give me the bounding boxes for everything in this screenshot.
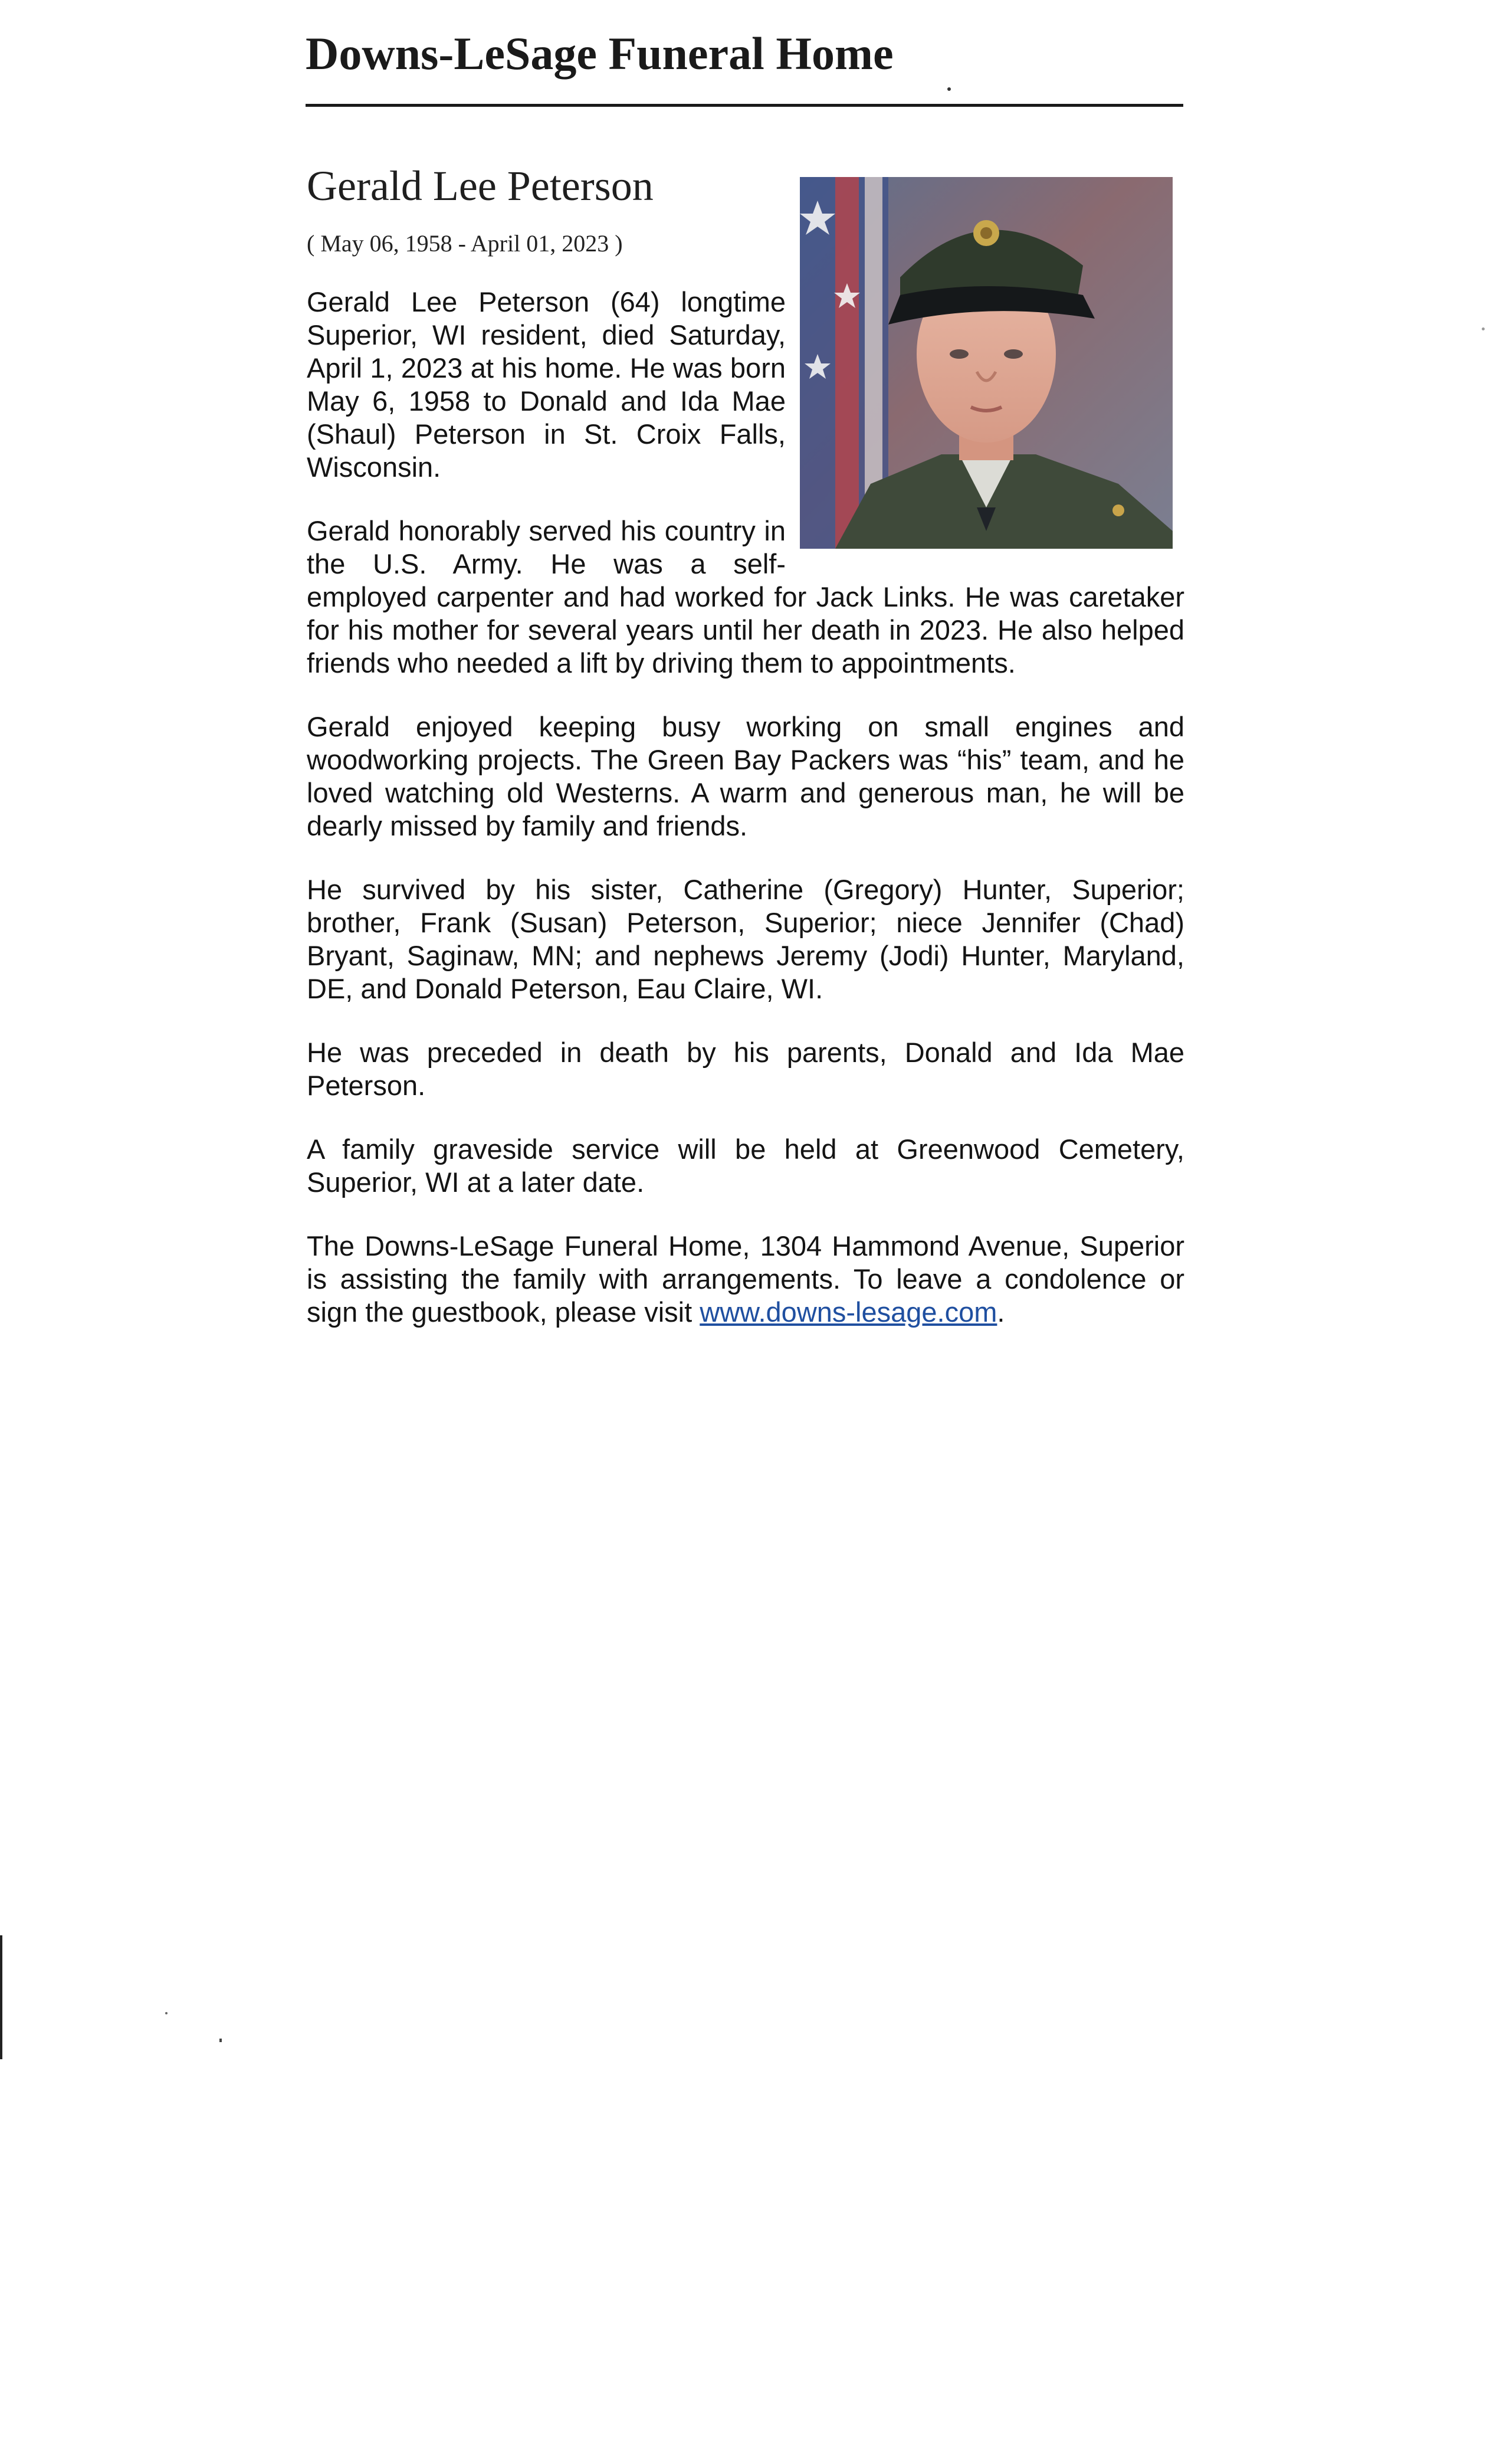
closing-paragraph: [307, 1230, 1184, 1329]
obituary-paragraph: A family graveside service will be held at Greenwood Cemetery, Superior, WI at a later date.: [307, 1133, 1184, 1198]
obituary-paragraph: He was preceded in death by his parents, Donald and Ida Mae Peterson.: [307, 1037, 1184, 1102]
guestbook-link[interactable]: www.downs-lesage.com: [700, 1296, 997, 1328]
obituary-paragraph: Gerald Lee Peterson (64) longtime Superior, WI resident, died Saturday, April 1, 2023 at his home. He was born May 6, 1958 to Donald and Ida Mae (Shaul) Peterson in St. Croix Falls, Wisconsin.: [307, 286, 786, 483]
portrait-photo-icon: [800, 177, 1173, 549]
life-dates: ( May 06, 1958 - April 01, 2023 ): [307, 230, 623, 257]
closing-text: The Downs-LeSage Funeral Home, 1304 Hammond Avenue, Superior is assisting the family with arrangements. To leave a condolence or sign the guestbook, please visit: [307, 1230, 1184, 1328]
header-rule: [306, 104, 1183, 107]
obituary-paragraph: Gerald honorably served his country in the U.S. Army. He was a self-employed carpenter and had worked for Jack Links. He was caretaker for his mother for several years until her death in 2023. He also helped friends who needed a lift by driving them to appointments.: [307, 515, 1184, 679]
scan-speck: [165, 2012, 168, 2014]
closing-end: .: [997, 1296, 1005, 1328]
portrait-photo: [800, 177, 1173, 549]
obituary-paragraph: Gerald enjoyed keeping busy working on small engines and woodworking projects. The Green Bay Packers was “his” team, and he loved watching old Westerns. A warm and generous man, he will be dearly missed by family and friends.: [307, 711, 1184, 842]
obituary-paragraph: He survived by his sister, Catherine (Gregory) Hunter, Superior; brother, Frank (Susan) Peterson, Superior; niece Jennifer (Chad) Bryant, Saginaw, MN; and nephews Jeremy (Jodi) Hunter, Maryland, DE, and Donald Peterson, Eau Claire, WI.: [307, 874, 1184, 1005]
funeral-home-title: Downs-LeSage Funeral Home: [306, 28, 894, 79]
scan-speck: [947, 87, 951, 91]
scan-edge-mark: [0, 1935, 2, 2059]
letterhead: [306, 28, 1183, 79]
obituary-article: [307, 159, 1184, 1359]
scan-speck: [1482, 327, 1485, 330]
scan-speck: [219, 2039, 222, 2042]
deceased-name: Gerald Lee Peterson: [307, 162, 654, 209]
